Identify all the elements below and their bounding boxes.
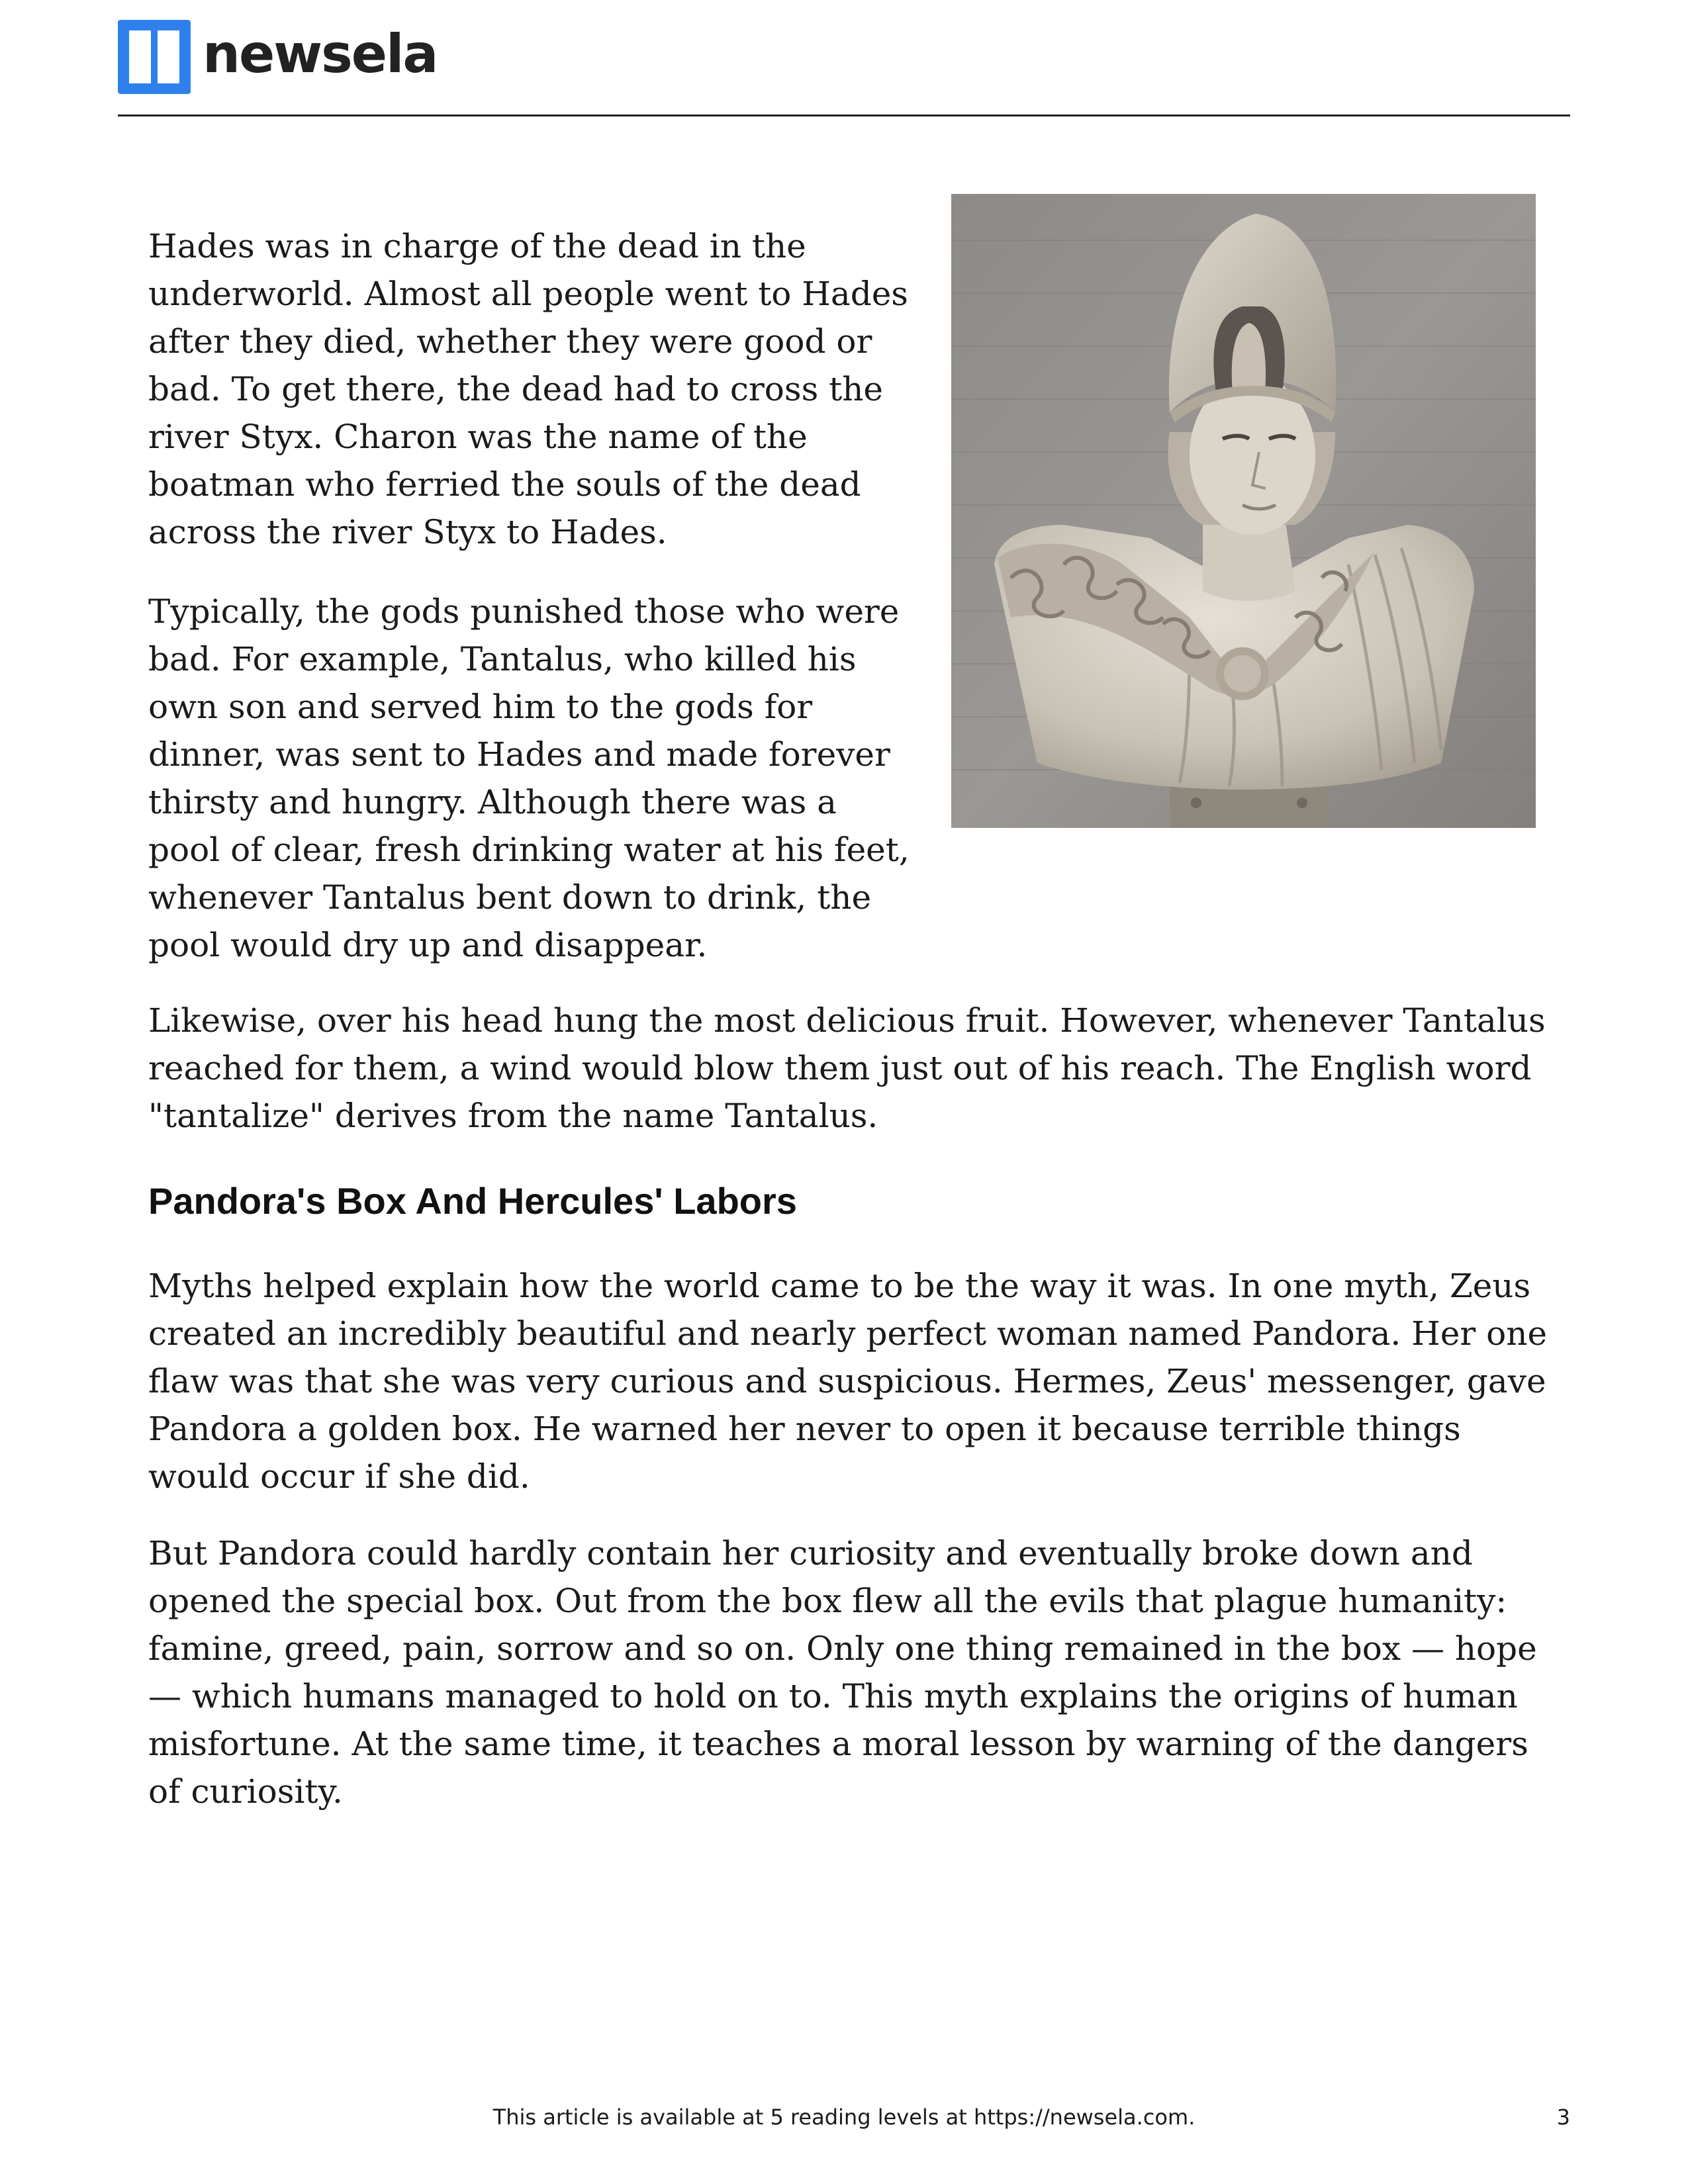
paragraph-tantalus: Typically, the gods punished those who were bad. For example, Tantalus, who killed his own son and served him to the gods for dinner, was sent to Hades and made forever thirsty and hungry. Although there was a pool of clear, fresh drinking water at his feet, whenever Tantalus bent down to drink, the pool would dry up and disappear.: [148, 592, 910, 964]
paragraph-pandora-myth: Myths helped explain how the world came to be the way it was. In one myth, Zeus created an incredibly beautiful and nearly perfect woman named Pandora. Her one flaw was that she was very curious and suspicious. Hermes, Zeus' messenger, gave Pandora a golden box. He warned her never to open it because terrible things would occur if she did.: [148, 1267, 1548, 1496]
section-heading: Pandora's Box And Hercules' Labors: [148, 1180, 797, 1222]
newsela-logo-mark-icon: [118, 20, 191, 94]
paragraph-hades: Hades was in charge of the dead in the underworld. Almost all people went to Hades after they died, whether they were good or bad. To get there, the dead had to cross the river Styx. Charon was the name of the boatman who ferried the souls of the dead across the river Styx to Hades.: [148, 227, 908, 551]
page-header: [118, 19, 1574, 97]
header-divider: [118, 114, 1570, 116]
paragraph-pandora-box: But Pandora could hardly contain her curiosity and eventually broke down and opened the special box. Out from the box flew all the evils that plague humanity: famine, greed, pain, sorrow and so on. Only one thing remained in the box — hope — which humans managed to hold on to. This myth explains the origins of human misfortune. At the same time, it teaches a moral lesson by warning of the dangers of curiosity.: [148, 1534, 1537, 1811]
paragraph-tantalize: Likewise, over his head hung the most delicious fruit. However, whenever Tantalus reached for them, a wind would blow them just out of his reach. The English word "tantalize" derives from the name Tantalus.: [148, 1001, 1546, 1135]
newsela-logo[interactable]: [118, 19, 437, 95]
athena-bust-image: [951, 194, 1536, 828]
brand-name: newsela: [203, 23, 438, 85]
page-number: 3: [1556, 2105, 1570, 2130]
reading-levels-note: This article is available at 5 reading levels at https://newsela.com.: [492, 2105, 1196, 2130]
